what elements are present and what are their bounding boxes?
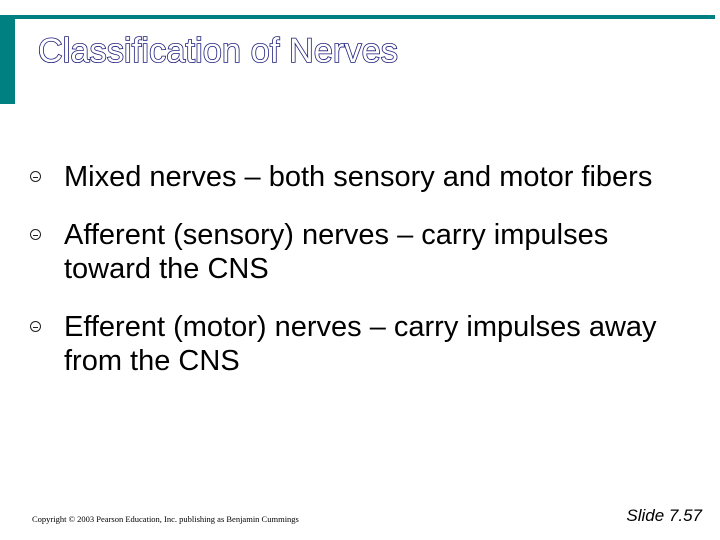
circle-minus-icon [30,321,41,332]
bullet-text: Mixed nerves – both sensory and motor fibers [64,161,653,193]
bullet-text: Efferent (motor) nerves – carry impulses away from the CNS [64,311,657,377]
copyright-notice: Copyright © 2003 Pearson Education, Inc. publishing as Benjamin Cummings [32,514,299,524]
accent-bar-horizontal [15,15,715,19]
slide-number: Slide 7.57 [626,506,702,525]
bullet-item [30,218,690,286]
circle-minus-icon [30,229,41,240]
bullet-item [30,160,690,194]
accent-bar-vertical [0,15,15,104]
bullet-text: Afferent (sensory) nerves – carry impulses toward the CNS [64,219,609,285]
bullet-list [30,160,690,378]
slide-title: Classification of Nerves [38,32,399,70]
circle-minus-icon [30,171,41,182]
bullet-item [30,310,690,378]
